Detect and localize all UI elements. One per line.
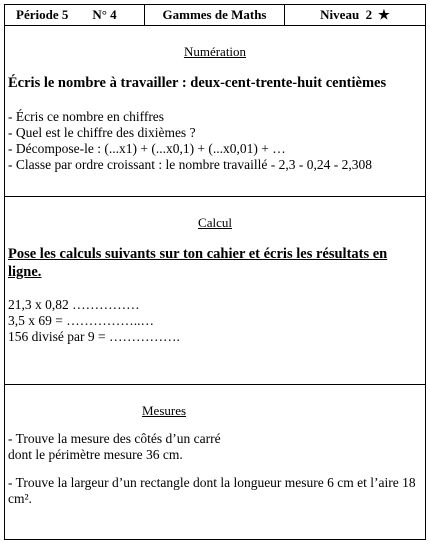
calcul-list <box>8 297 419 345</box>
mesures-title: Mesures <box>142 403 187 418</box>
header-title-cell <box>145 5 285 25</box>
list-item: - Décompose-le : (...x1) + (...x0,1) + (...x0,01) + … <box>8 141 286 156</box>
calcul-instruction: Pose les calculs suivants sur ton cahier et écris les résultats en ligne. <box>8 246 388 280</box>
sheet-title: Gammes de Maths <box>162 7 267 22</box>
numeration-instruction: Écris le nombre à travailler : deux-cent-trente-huit centièmes <box>8 75 387 91</box>
header-period-cell <box>5 5 145 25</box>
mesures-problem-1 <box>8 431 419 463</box>
worksheet <box>4 4 426 540</box>
calcul-title: Calcul <box>198 215 232 230</box>
level-label: Niveau 2 <box>320 7 373 22</box>
calcul-section <box>5 197 425 385</box>
numeration-list <box>8 109 419 173</box>
period-label: Période 5 <box>16 7 69 22</box>
mesures-section <box>5 385 425 540</box>
header-level-cell <box>285 5 425 25</box>
problem-line: - Trouve la mesure des côtés d’un carré <box>8 431 221 446</box>
problem-line: dont le périmètre mesure 36 cm. <box>8 447 183 462</box>
list-item: 21,3 x 0,82 …………… <box>8 297 140 312</box>
numeration-section <box>5 26 425 197</box>
list-item: - Écris ce nombre en chiffres <box>8 109 165 124</box>
list-item: 156 divisé par 9 = ……………. <box>8 329 180 344</box>
list-item: - Quel est le chiffre des dixièmes ? <box>8 125 196 140</box>
sheet-number: N° 4 <box>92 7 117 22</box>
mesures-problem-2: - Trouve la largeur d’un rectangle dont la longueur mesure 6 cm et l’aire 18 cm². <box>8 475 416 506</box>
list-item: 3,5 x 69 = ……………..… <box>8 313 154 328</box>
list-item: - Classe par ordre croissant : le nombre travaillé - 2,3 - 0,24 - 2,308 <box>8 157 373 172</box>
worksheet-header <box>5 5 425 26</box>
star-icon: ★ <box>378 7 390 22</box>
numeration-title: Numération <box>183 44 247 59</box>
